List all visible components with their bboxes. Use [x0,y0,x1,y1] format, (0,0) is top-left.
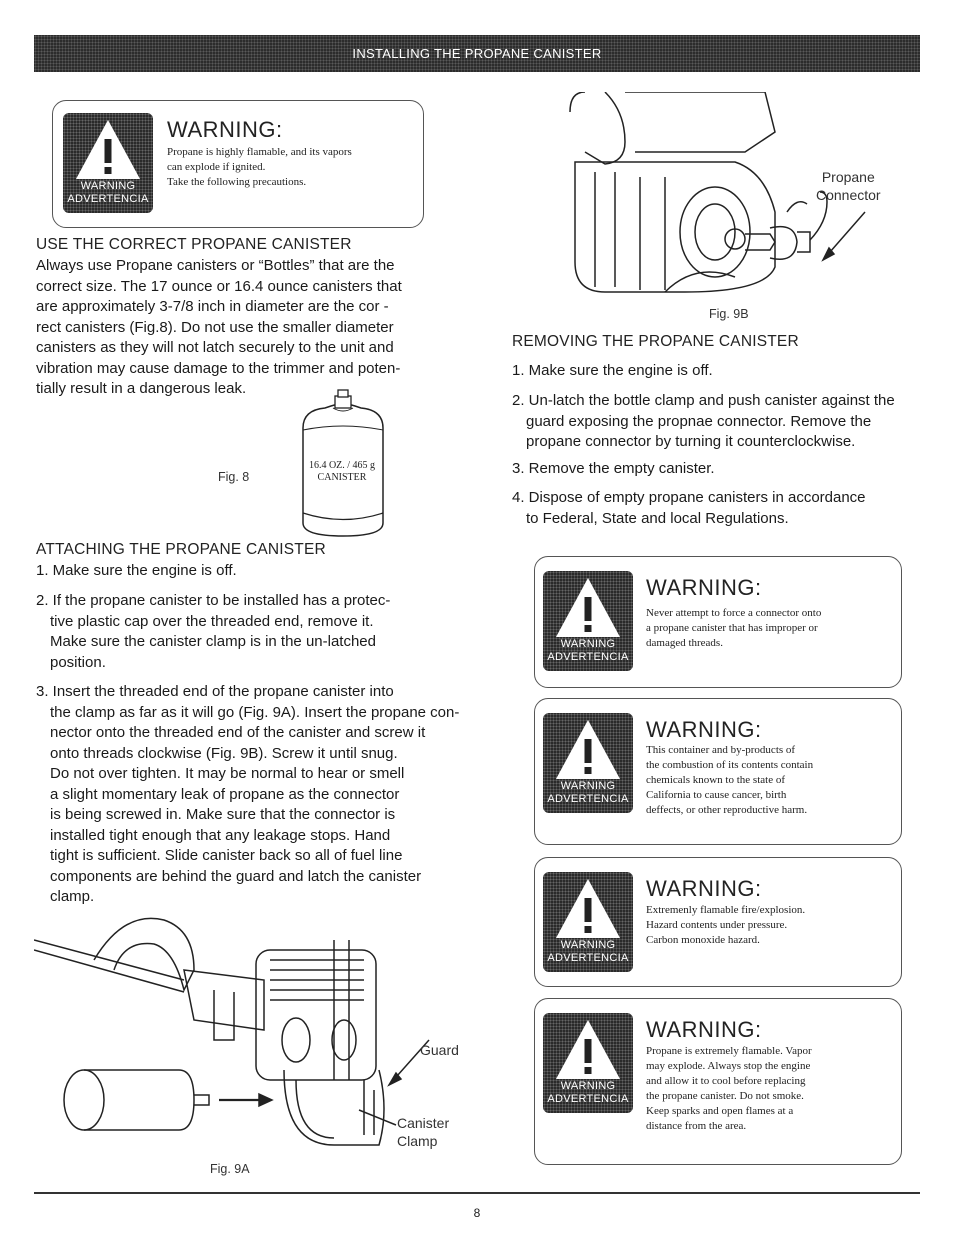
fig9a-trimmer-engine-illustration [34,910,454,1150]
remove-step-4: 4. Dispose of empty propane canisters in accordance to Federal, State and local Regulations. [512,489,866,527]
warning-title: WARNING: [646,1017,762,1042]
warning-title: WARNING: [646,717,762,742]
badge-warning-label: WARNING [560,780,616,792]
warning-box-explosion [534,857,902,987]
fig8-caption: Fig. 8 [218,470,250,484]
canister-label: 16.4 OZ. / 465 g CANISTER [308,460,376,483]
warning-title: WARNING: [646,876,762,901]
badge-warning-label: WARNING [560,638,616,650]
warning-box-threads [534,556,902,688]
section-header-bar [34,35,920,72]
badge-warning-label: WARNING [80,180,136,192]
heading-correct-canister: USE THE CORRECT PROPANE CANISTER [36,236,352,253]
warning-badge [63,113,153,213]
canister-clamp-label: Canister Clamp [397,1115,450,1149]
warning-text: This container and by-products of the combustion of its contents contain chemicals known to the state of California to cause cancer, birth deffects, or other reproductive harm. [646,744,814,816]
warning-text: Never attempt to force a connector onto a propane canister that has improper or damaged threads. [646,607,822,649]
warning-text: Propane is highly flamable, and its vapors can explode if ignited. Take the following precautions. [167,146,352,188]
warning-badge [543,571,633,671]
warning-box-california [534,698,902,845]
warning-triangle-icon [553,717,623,783]
warning-badge [543,1013,633,1113]
badge-warning-label: WARNING [560,1080,616,1092]
warning-badge [543,872,633,972]
badge-advertencia-label: ADVERTENCIA [547,1093,629,1105]
attach-step-3: 3. Insert the threaded end of the propane canister into the clamp as far as it will go (Fig. 9A). Insert the propane con- nector onto the threaded end of the canister and screw it onto threads clockwise (Fig. 9B). Screw it until snug. Do not over tighten. It may be normal to hear or smell a slight momentary leak of propane as the connector is being screwed in. Make sure that the connector is installed tight enough that any leakage stops. Hand tight is sufficient. Slide canister back so all of fuel line components are behind the guard and latch the canister clamp. [36,683,460,905]
section-header-title: INSTALLING THE PROPANE CANISTER [352,46,602,61]
remove-step-3: 3. Remove the empty canister. [512,460,715,477]
badge-advertencia-label: ADVERTENCIA [67,193,149,205]
badge-advertencia-label: ADVERTENCIA [547,793,629,805]
guard-label: Guard [420,1042,459,1058]
warning-triangle-icon [73,117,143,183]
page-number: 8 [473,1206,481,1220]
attach-step-2: 2. If the propane canister to be installed has a protec- tive plastic cap over the threaded end, remove it. Make sure the canister clamp is in the un-latched position. [36,592,391,671]
warning-title: WARNING: [167,117,283,142]
heading-attaching-canister: ATTACHING THE PROPANE CANISTER [36,541,326,558]
badge-warning-label: WARNING [560,939,616,951]
fig9b-caption: Fig. 9B [709,307,749,321]
warning-triangle-icon [553,1017,623,1083]
badge-advertencia-label: ADVERTENCIA [547,952,629,964]
propane-connector-label: Propane Connector [816,169,881,203]
fig9a-caption: Fig. 9A [210,1162,250,1176]
warning-title: WARNING: [646,575,762,600]
attach-step-1: 1. Make sure the engine is off. [36,562,237,579]
remove-step-1: 1. Make sure the engine is off. [512,362,713,379]
footer-divider [34,1192,920,1194]
badge-advertencia-label: ADVERTENCIA [547,651,629,663]
warning-badge [543,713,633,813]
heading-removing-canister: REMOVING THE PROPANE CANISTER [512,333,799,350]
warning-triangle-icon [553,575,623,641]
warning-triangle-icon [553,876,623,942]
warning-box-flammable-vapors [52,100,424,228]
remove-step-2: 2. Un-latch the bottle clamp and push canister against the guard exposing the propnae connector. Remove the propane connector by turning it counterclockwise. [512,392,895,450]
warning-text: Propane is extremely flamable. Vapor may explode. Always stop the engine and allow it to cool before replacing the propane canister. Do not smoke. Keep sparks and open flames at a distance from the area. [646,1045,812,1132]
warning-text: Extremenly flamable fire/explosion. Hazard contents under pressure. Carbon monoxide hazard. [646,904,806,946]
correct-canister-paragraph: Always use Propane canisters or “Bottles” that are the correct size. The 17 ounce or 16.4 ounce canisters that are approximately 3-7/8 inch in diameter are the cor - rect canisters (Fig.8). Do not use the smaller diameter canisters as they will not latch securely to the unit and vibration may cause damage to the trimmer and poten- tially result in a dangerous leak. [36,257,402,397]
warning-box-replace-canister [534,998,902,1165]
